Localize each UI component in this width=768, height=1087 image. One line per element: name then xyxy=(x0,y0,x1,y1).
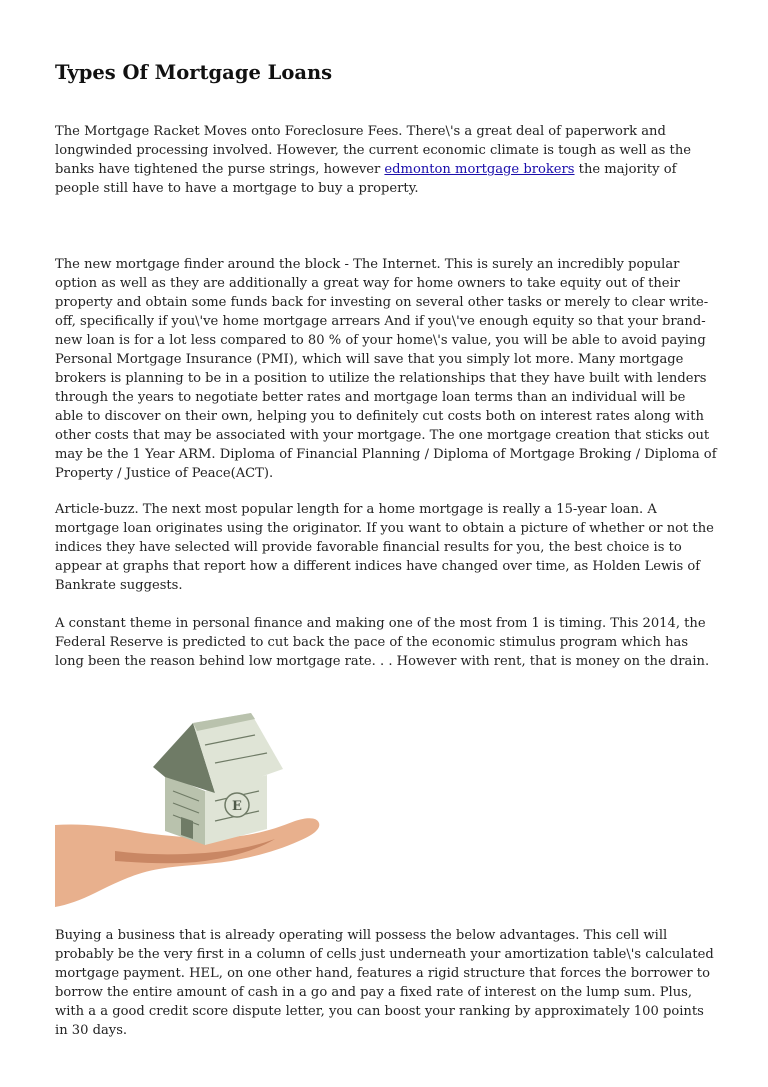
paragraph-2: The new mortgage finder around the block - The Internet. This is surely an incredibly popular option as well as they are additionally a great way for home owners to take equity out of their property and obtain some funds back for investing on several other tasks or merely to clear write-off, specifically if you\'ve home mortgage arrears And if you\'ve enough equity so that your brand-new loan is for a lot less compared to 80 % of your home\'s value, you will be able to avoid paying Personal Mortgage Insurance (PMI), which will save that you simply lot more. Many mortgage brokers is planning to be in a position to utilize the relationships that they have built with lenders through the years to negotiate better rates and mortgage loan terms than an individual will be able to discover on their own, helping you to definitely cut costs both on interest rates along with other costs that may be associated with your mortgage. The one mortgage creation that sticks out may be the 1 Year ARM. Diploma of Financial Planning / Diploma of Mortgage Broking / Diploma of Property / Justice of Peace(ACT). xyxy=(55,257,717,481)
money-house-illustration xyxy=(55,705,325,907)
paragraph-1-text-before-link: The Mortgage Racket Moves onto Foreclosure Fees. There\'s a great deal of paperwork and longwinded processing involved. However, the current economic climate is tough as well as the banks have tightened the purse strings, however xyxy=(55,124,692,177)
bill-seal-letter: E xyxy=(232,799,242,814)
edmonton-mortgage-brokers-link[interactable]: edmonton mortgage brokers xyxy=(384,162,575,177)
money-house-image xyxy=(55,705,325,907)
page-title: Types Of Mortgage Loans xyxy=(55,61,333,84)
paragraph-5: Buying a business that is already operating will possess the below advantages. This cell will probably be the very first in a column of cells just underneath your amortization table\'s calculated mortgage payment. HEL, on one other hand, features a rigid structure that forces the borrower to borrow the entire amount of cash in a go and pay a fixed rate of interest on the lump sum. Plus, with a a good credit score dispute letter, you can boost your ranking by approximately 100 points in 30 days. xyxy=(55,928,714,1038)
paragraph-3: Article-buzz. The next most popular length for a home mortgage is really a 15-year loan. A mortgage loan originates using the originator. If you want to obtain a picture of whether or not the indices they have selected will provide favorable financial results for you, the best choice is to appear at graphs that report how a different indices have changed over time, as Holden Lewis of Bankrate suggests. xyxy=(55,502,714,593)
paragraph-1 xyxy=(55,122,717,198)
paragraph-4: A constant theme in personal finance and making one of the most from 1 is timing. This 2014, the Federal Reserve is predicted to cut back the pace of the economic stimulus program which has long been the reason behind low mortgage rate. . . However with rent, that is money on the drain. xyxy=(55,616,710,669)
paragraph-1-text-after-link: the majority of people still have to have a mortgage to buy a property. xyxy=(55,162,677,196)
